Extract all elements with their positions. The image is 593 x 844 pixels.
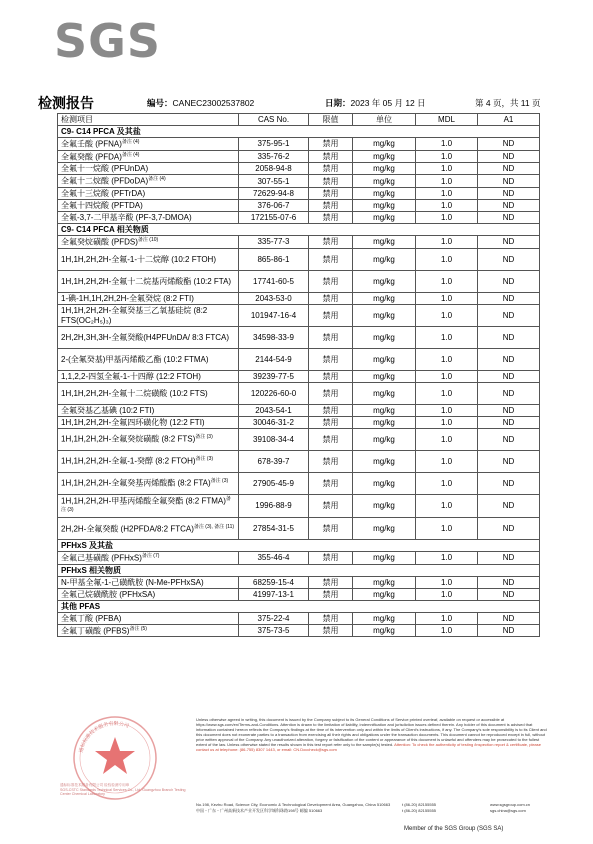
cas-cell: 335-76-2 — [239, 150, 309, 163]
mdl-cell: 1.0 — [416, 211, 478, 223]
section-title: C9- C14 PFCA 及其盐 — [58, 126, 540, 138]
mdl-cell: 1.0 — [416, 292, 478, 304]
unit-cell: mg/kg — [353, 416, 416, 428]
mdl-cell: 1.0 — [416, 326, 478, 348]
cas-cell: 30046-31-2 — [239, 416, 309, 428]
test-item-name: 全氟己烷磺酰胺 (PFHxSA) — [61, 589, 156, 599]
limit-cell: 禁用 — [309, 517, 353, 539]
test-item-cell — [58, 494, 239, 517]
mdl-cell: 1.0 — [416, 175, 478, 188]
mdl-cell: 1.0 — [416, 517, 478, 539]
test-item-name: 1H,1H,2H,2H-全氟十二烷磺酸 (10:2 FTS) — [61, 388, 208, 398]
unit-cell: mg/kg — [353, 551, 416, 564]
result-cell: ND — [478, 576, 540, 588]
section-row — [58, 564, 540, 576]
test-item-cell — [58, 404, 239, 416]
limit-cell: 禁用 — [309, 235, 353, 248]
result-cell: ND — [478, 517, 540, 539]
phone-block — [402, 802, 436, 814]
remark-note: 备注 (3) — [195, 434, 213, 441]
report-date-value: 2023 年 05 月 12 日 — [350, 98, 426, 108]
result-cell: ND — [478, 292, 540, 304]
report-date-label: 日期： — [325, 99, 351, 109]
test-item-name: 全氟癸酸 (PFDA) — [61, 152, 122, 162]
test-item-cell — [58, 138, 239, 151]
limit-cell: 禁用 — [309, 624, 353, 637]
result-cell: ND — [478, 270, 540, 292]
unit-cell: mg/kg — [353, 517, 416, 539]
cas-cell: 307-55-1 — [239, 175, 309, 188]
mdl-cell: 1.0 — [416, 428, 478, 450]
limit-cell: 禁用 — [309, 450, 353, 472]
table-row — [58, 304, 540, 326]
limit-cell: 禁用 — [309, 292, 353, 304]
result-cell: ND — [478, 624, 540, 637]
result-cell: ND — [478, 235, 540, 248]
table-row — [58, 612, 540, 624]
remark-note: 备注 (4) — [148, 176, 166, 183]
unit-cell: mg/kg — [353, 404, 416, 416]
mdl-cell: 1.0 — [416, 150, 478, 163]
address-en: No.198, Kezhu Road, Science City, Economic & Technological Development Area, Guangzhou, China 510663 — [196, 802, 391, 807]
mdl-cell: 1.0 — [416, 450, 478, 472]
cas-cell: 2058-94-8 — [239, 163, 309, 175]
table-body — [58, 126, 540, 637]
mdl-cell: 1.0 — [416, 163, 478, 175]
table-row — [58, 326, 540, 348]
table-header-row — [58, 114, 540, 126]
stamp-text-cn: 通标标准技术服务有限公司 检验检测专用章 — [60, 783, 130, 787]
result-cell: ND — [478, 187, 540, 199]
test-item-name: 全氟丁酸 (PFBA) — [61, 613, 122, 623]
cas-cell: 1996-88-9 — [239, 494, 309, 517]
svg-text:通标标准技术服务有限公司: 通标标准技术服务有限公司 — [78, 720, 130, 754]
test-item-cell — [58, 292, 239, 304]
unit-cell: mg/kg — [353, 304, 416, 326]
table-row — [58, 576, 540, 588]
cas-cell: 2043-53-0 — [239, 292, 309, 304]
test-item-cell — [58, 270, 239, 292]
test-item-cell — [58, 150, 239, 163]
col-test-item: 检测项目 — [58, 114, 239, 126]
mdl-cell: 1.0 — [416, 404, 478, 416]
section-row — [58, 600, 540, 612]
mdl-cell: 1.0 — [416, 551, 478, 564]
test-item-cell — [58, 624, 239, 637]
cas-cell: 27905-45-9 — [239, 472, 309, 494]
table-row — [58, 187, 540, 199]
unit-cell: mg/kg — [353, 138, 416, 151]
mdl-cell: 1.0 — [416, 138, 478, 151]
authenticity-notice: Attention: To check the authenticity of testing /inspection report & certificate, please contact us at telephone: (86-755) 8307 1443, or email: CN.Doccheck@sgs.com — [196, 742, 542, 752]
test-item-name: 全氟十一烷酸 (PFUnDA) — [61, 164, 149, 174]
test-item-cell — [58, 450, 239, 472]
cas-cell: 376-06-7 — [239, 199, 309, 211]
report-number-label: 编号： — [147, 99, 173, 109]
unit-cell: mg/kg — [353, 348, 416, 370]
address-block — [196, 802, 390, 814]
report-title: 检测报告 — [38, 96, 94, 112]
test-item-cell — [58, 370, 239, 382]
test-item-cell — [58, 235, 239, 248]
cas-cell: 335-77-3 — [239, 235, 309, 248]
result-cell: ND — [478, 150, 540, 163]
test-item-cell — [58, 248, 239, 270]
result-cell: ND — [478, 612, 540, 624]
result-cell: ND — [478, 348, 540, 370]
test-item-cell — [58, 211, 239, 223]
test-item-name: N-甲基全氟-1-己磺酰胺 (N-Me-PFHxSA) — [61, 577, 204, 587]
remark-note: 备注 (4) — [121, 151, 140, 158]
unit-cell: mg/kg — [353, 450, 416, 472]
remark-note: 备注 (5) — [129, 625, 147, 632]
limit-cell: 禁用 — [309, 494, 353, 517]
result-cell: ND — [478, 248, 540, 270]
limit-cell: 禁用 — [309, 326, 353, 348]
test-item-cell — [58, 187, 239, 199]
unit-cell: mg/kg — [353, 235, 416, 248]
test-item-cell — [58, 326, 239, 348]
table-row — [58, 494, 540, 517]
table-row — [58, 450, 540, 472]
cas-cell: 27854-31-5 — [239, 517, 309, 539]
col-cas: CAS No. — [239, 114, 309, 126]
mdl-cell: 1.0 — [416, 588, 478, 600]
cas-cell: 34598-33-9 — [239, 326, 309, 348]
table-row — [58, 163, 540, 175]
sgs-logo: SGS — [54, 14, 162, 68]
report-date — [325, 97, 426, 109]
unit-cell: mg/kg — [353, 150, 416, 163]
section-title: 其他 PFAS — [58, 600, 540, 612]
section-title: PFHxS 相关物质 — [58, 564, 540, 576]
result-cell: ND — [478, 404, 540, 416]
limit-cell: 禁用 — [309, 382, 353, 404]
col-limit: 限值 — [309, 114, 353, 126]
result-cell: ND — [478, 494, 540, 517]
result-cell: ND — [478, 138, 540, 151]
test-item-cell — [58, 588, 239, 600]
result-cell: ND — [478, 326, 540, 348]
unit-cell: mg/kg — [353, 382, 416, 404]
result-cell: ND — [478, 304, 540, 326]
unit-cell: mg/kg — [353, 576, 416, 588]
unit-cell: mg/kg — [353, 292, 416, 304]
limit-cell: 禁用 — [309, 612, 353, 624]
test-item-cell — [58, 551, 239, 564]
test-item-name: 1H,1H,2H,2H-全氟-1-癸醇 (8:2 FTOH) — [61, 456, 196, 466]
cas-cell: 375-73-5 — [239, 624, 309, 637]
test-item-name: 全氟己基磺酸 (PFHxS) — [61, 553, 142, 563]
test-item-name: 全氟十二烷酸 (PFDoDA) — [61, 176, 149, 186]
result-cell: ND — [478, 370, 540, 382]
table-row — [58, 382, 540, 404]
cas-cell: 72629-94-8 — [239, 187, 309, 199]
report-number-value: CANEC23002537802 — [172, 98, 255, 108]
cas-cell: 120226-60-0 — [239, 382, 309, 404]
cas-cell: 355-46-4 — [239, 551, 309, 564]
test-item-name: 1,1,2,2-四氢全氟-1-十四醇 (12:2 FTOH) — [61, 371, 201, 381]
table-row — [58, 404, 540, 416]
mdl-cell: 1.0 — [416, 472, 478, 494]
remark-note: 备注 (3), 备注 (11) — [193, 523, 235, 530]
cas-cell: 678-39-7 — [239, 450, 309, 472]
limit-cell: 禁用 — [309, 150, 353, 163]
table-row — [58, 248, 540, 270]
unit-cell: mg/kg — [353, 370, 416, 382]
cas-cell: 375-95-1 — [239, 138, 309, 151]
unit-cell: mg/kg — [353, 624, 416, 637]
remark-note: 备注 (4) — [121, 139, 140, 145]
result-cell: ND — [478, 428, 540, 450]
limit-cell: 禁用 — [309, 428, 353, 450]
test-item-cell — [58, 304, 239, 326]
test-item-name: 1H,1H,2H,2H-全氟-1-十二烷醇 (10:2 FTOH) — [61, 254, 216, 264]
disclaimer — [196, 717, 551, 752]
mdl-cell: 1.0 — [416, 235, 478, 248]
limit-cell: 禁用 — [309, 472, 353, 494]
results-table — [57, 113, 540, 637]
stamp-caption — [60, 783, 190, 797]
section-row — [58, 539, 540, 551]
mdl-cell: 1.0 — [416, 199, 478, 211]
test-item-cell — [58, 382, 239, 404]
report-number — [147, 97, 254, 109]
unit-cell: mg/kg — [353, 588, 416, 600]
cas-cell: 39108-34-4 — [239, 428, 309, 450]
table-row — [58, 551, 540, 564]
limit-cell: 禁用 — [309, 199, 353, 211]
limit-cell: 禁用 — [309, 404, 353, 416]
mdl-cell: 1.0 — [416, 248, 478, 270]
table-row — [58, 211, 540, 223]
result-cell: ND — [478, 450, 540, 472]
section-row — [58, 126, 540, 138]
test-item-name: 1H,1H,2H,2H-全氟十二烷基丙烯酸酯 (10:2 FTA) — [61, 276, 232, 286]
result-cell: ND — [478, 382, 540, 404]
col-mdl: MDL — [416, 114, 478, 126]
test-item-name: 1H,1H,2H,2H-全氟癸烷磺酸 (8:2 FTS) — [61, 434, 196, 444]
address-cn: 中国・广东・广州高新技术产业开发区科学城科珠路198号 邮编 510663 — [196, 808, 323, 813]
cas-cell: 865-86-1 — [239, 248, 309, 270]
test-item-name: 全氟-3,7-二甲基辛酸 (PF-3,7-DMOA) — [61, 212, 192, 222]
test-item-cell — [58, 348, 239, 370]
cas-cell: 41997-13-1 — [239, 588, 309, 600]
cas-cell: 2144-54-9 — [239, 348, 309, 370]
table-row — [58, 150, 540, 163]
test-item-cell — [58, 472, 239, 494]
test-item-name: 2H,2H,3H,3H-全氟癸酸(H4PFUnDA/ 8:3 FTCA) — [61, 332, 230, 342]
table-row — [58, 175, 540, 188]
unit-cell: mg/kg — [353, 211, 416, 223]
unit-cell: mg/kg — [353, 163, 416, 175]
table-row — [58, 416, 540, 428]
limit-cell: 禁用 — [309, 175, 353, 188]
mdl-cell: 1.0 — [416, 576, 478, 588]
result-cell: ND — [478, 163, 540, 175]
result-cell: ND — [478, 588, 540, 600]
test-item-name: 1H,1H,2H,2H-全氟癸基三乙氧基硅烷 (8:2 FTS(OC₂H₅)₃) — [61, 306, 208, 326]
table-row — [58, 624, 540, 637]
mdl-cell: 1.0 — [416, 494, 478, 517]
remark-note: 备注 (3) — [61, 495, 231, 514]
table-row — [58, 199, 540, 211]
unit-cell: mg/kg — [353, 270, 416, 292]
mdl-cell: 1.0 — [416, 416, 478, 428]
mdl-cell: 1.0 — [416, 304, 478, 326]
remark-note: 备注 (3) — [195, 456, 214, 463]
result-cell: ND — [478, 211, 540, 223]
table-row — [58, 292, 540, 304]
table-row — [58, 348, 540, 370]
remark-note: 备注 (7) — [141, 552, 160, 559]
section-row — [58, 223, 540, 235]
cas-cell: 101947-16-4 — [239, 304, 309, 326]
stamp-text-en: SGS-CSTC Standards Technical Services Co., Ltd. Guangzhou Branch Testing Center Chemical Laboratory — [60, 787, 186, 796]
table-row — [58, 517, 540, 539]
col-a1: A1 — [478, 114, 540, 126]
mdl-cell: 1.0 — [416, 624, 478, 637]
test-item-name: 2H,2H-全氟癸酸 (H2PFDA/8:2 FTCA) — [61, 524, 194, 534]
result-cell: ND — [478, 199, 540, 211]
test-item-name: 全氟丁磺酸 (PFBS) — [61, 626, 130, 636]
phone-1: t (86-20) 82155555 — [402, 802, 437, 807]
unit-cell: mg/kg — [353, 612, 416, 624]
mdl-cell: 1.0 — [416, 382, 478, 404]
table-row — [58, 428, 540, 450]
limit-cell: 禁用 — [309, 187, 353, 199]
mdl-cell: 1.0 — [416, 612, 478, 624]
phone-2: t (86-20) 82155555 — [402, 808, 437, 813]
table-row — [58, 270, 540, 292]
mdl-cell: 1.0 — [416, 370, 478, 382]
limit-cell: 禁用 — [309, 588, 353, 600]
section-title: PFHxS 及其盐 — [58, 539, 540, 551]
unit-cell: mg/kg — [353, 199, 416, 211]
cas-cell: 375-22-4 — [239, 612, 309, 624]
test-item-name: 1H,1H,2H,2H-全氟癸基丙烯酸酯 (8:2 FTA) — [61, 478, 211, 488]
result-cell: ND — [478, 472, 540, 494]
remark-note: 备注 (10) — [137, 236, 159, 243]
cas-cell: 172155-07-6 — [239, 211, 309, 223]
table-row — [58, 370, 540, 382]
test-item-cell — [58, 576, 239, 588]
website: www.sgsgroup.com.cn — [490, 802, 531, 807]
test-item-name: 全氟癸基乙基碘 (10:2 FTI) — [61, 405, 155, 415]
remark-note: 备注 (3) — [210, 478, 229, 485]
report-header — [38, 95, 563, 111]
table-row — [58, 235, 540, 248]
test-item-name: 全氟壬酸 (PFNA) — [61, 139, 122, 149]
cas-cell: 39239-77-5 — [239, 370, 309, 382]
disclaimer-body: Unless otherwise agreed in writing, this document is issued by the Company subject to its General Conditions of Service printed overleaf, available on request or accessible at https://www.sgs.com/en/Terms-and-Conditions. Attention is drawn to the limitation of liability, indemnification and jurisdiction issues defined therein. Any holder of this document is advised that information contained hereon reflects the Company's findings at the time of its intervention only and within the limits of Client's instructions, if any. The Company's sole responsibility is to its Client and this document does not exonerate parties to a transaction from exercising all their rights and obligations under the transaction documents. This document cannot be reproduced except in full, without prior written approval of the Company. Any unauthorized alteration, forgery or falsification of the content or appearance of this document is unlawful and offenders may be prosecuted to the fullest extent of the law. Unless otherwise stated the results shown in this test report refer only to the sample(s) tested. — [196, 717, 547, 747]
cas-cell: 17741-60-5 — [239, 270, 309, 292]
test-item-name: 1-碘-1H,1H,2H,2H-全氟癸烷 (8:2 FTI) — [61, 293, 194, 303]
limit-cell: 禁用 — [309, 348, 353, 370]
test-item-cell — [58, 199, 239, 211]
mdl-cell: 1.0 — [416, 270, 478, 292]
test-item-cell — [58, 416, 239, 428]
contact-email: sgs.china@sgs.com — [490, 808, 526, 813]
test-item-name: 全氟十四烷酸 (PFTDA) — [61, 200, 143, 210]
limit-cell: 禁用 — [309, 138, 353, 151]
limit-cell: 禁用 — [309, 304, 353, 326]
member-note: Member of the SGS Group (SGS SA) — [404, 826, 504, 832]
test-item-cell — [58, 175, 239, 188]
page-number: 第 4 页，共 11 页 — [475, 98, 541, 108]
web-block — [490, 802, 530, 814]
section-title: C9- C14 PFCA 相关物质 — [58, 223, 540, 235]
col-unit: 单位 — [353, 114, 416, 126]
limit-cell: 禁用 — [309, 551, 353, 564]
result-cell: ND — [478, 416, 540, 428]
result-cell: ND — [478, 551, 540, 564]
cas-cell: 2043-54-1 — [239, 404, 309, 416]
test-item-name: 1H,1H,2H,2H-全氟四环磺化物 (12:2 FTI) — [61, 417, 205, 427]
unit-cell: mg/kg — [353, 175, 416, 188]
test-item-cell — [58, 428, 239, 450]
test-item-cell — [58, 517, 239, 539]
unit-cell: mg/kg — [353, 428, 416, 450]
result-cell: ND — [478, 175, 540, 188]
unit-cell: mg/kg — [353, 494, 416, 517]
table-row — [58, 138, 540, 151]
limit-cell: 禁用 — [309, 416, 353, 428]
unit-cell: mg/kg — [353, 248, 416, 270]
limit-cell: 禁用 — [309, 270, 353, 292]
unit-cell: mg/kg — [353, 187, 416, 199]
table-row — [58, 588, 540, 600]
mdl-cell: 1.0 — [416, 348, 478, 370]
limit-cell: 禁用 — [309, 163, 353, 175]
limit-cell: 禁用 — [309, 370, 353, 382]
test-item-name: 2-(全氟癸基)甲基丙烯酸乙酯 (10:2 FTMA) — [61, 354, 209, 364]
unit-cell: mg/kg — [353, 326, 416, 348]
mdl-cell: 1.0 — [416, 187, 478, 199]
limit-cell: 禁用 — [309, 576, 353, 588]
test-item-name: 全氟癸烷磺酸 (PFDS) — [61, 237, 138, 247]
test-item-cell — [58, 163, 239, 175]
table-row — [58, 472, 540, 494]
cas-cell: 68259-15-4 — [239, 576, 309, 588]
test-item-cell — [58, 612, 239, 624]
limit-cell: 禁用 — [309, 248, 353, 270]
test-item-name: 全氟十三烷酸 (PFTrDA) — [61, 188, 146, 198]
unit-cell: mg/kg — [353, 472, 416, 494]
limit-cell: 禁用 — [309, 211, 353, 223]
test-item-name: 1H,1H,2H,2H-甲基丙烯酸全氟癸酯 (8:2 FTMA) — [61, 496, 226, 506]
